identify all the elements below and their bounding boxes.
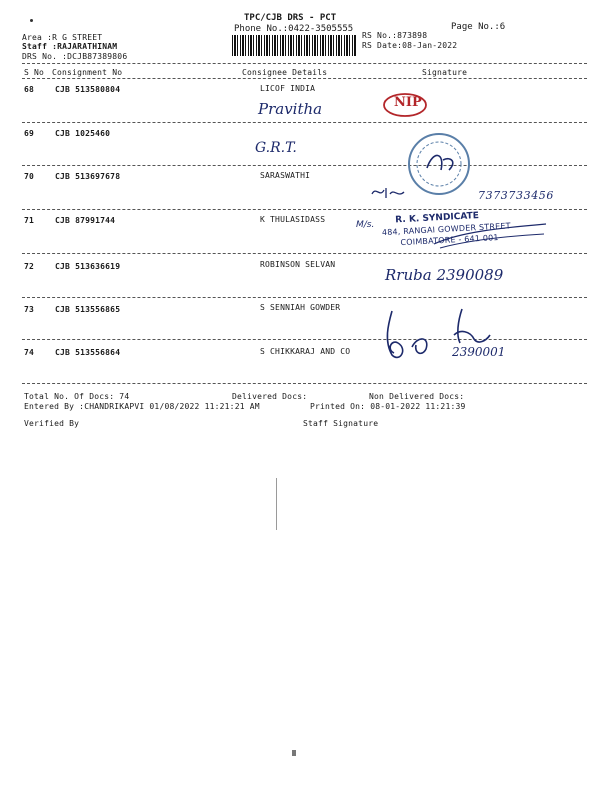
row-sno: 68 [24,85,35,94]
column-header-consignment: Consignment No [52,68,123,77]
staff-signature-label: Staff Signature [303,419,379,428]
row-consignment: CJB 513636619 [55,262,121,271]
barcode [232,35,356,56]
row-divider [22,253,587,254]
delivered-docs: Delivered Docs: [232,392,308,401]
row-consignee: S SENNIAH GOWDER [260,303,341,312]
handwritten-grt: G.R.T. [255,140,297,156]
row-consignment: CJB 513697678 [55,172,121,181]
column-header-divider [22,78,587,79]
staff-label: Staff :RAJARATHINAM [22,42,118,51]
entered-by: Entered By :CHANDRIKAPVI 01/08/2022 11:21:21 AM [24,402,260,411]
row-sno: 74 [24,348,35,357]
row-consignee: K THULASIDASS [260,215,326,224]
total-docs: Total No. Of Docs: 74 [24,392,130,401]
handwritten-phone-number: 7373733456 [478,189,554,202]
rs-date: RS Date:08-Jan-2022 [362,41,458,50]
column-header-sno: S No [24,68,45,77]
column-header-consignee: Consignee Details [242,68,328,77]
row-consignee: ROBINSON SELVAN [260,260,336,269]
scan-dot [292,750,296,756]
stamp-company-name: R. K. SYNDICATE [395,211,480,226]
stamp-signature-stroke [430,222,550,252]
non-delivered-docs: Non Delivered Docs: [369,392,465,401]
handwritten-initials [370,184,410,200]
stamp-city: COIMBATORE - 641 001 [400,233,499,248]
handwritten-signature-row72: Rruba 2390089 [385,266,504,284]
row-consignee: LICOF INDIA [260,84,316,93]
row-sno: 72 [24,262,35,271]
phone-number: Phone No.:0422-3505555 [234,24,354,34]
handwritten-number-row74: 2390001 [452,345,506,359]
row-divider [22,165,587,166]
row-consignment: CJB 513556865 [55,305,121,314]
scan-dot [30,19,33,22]
handwritten-ms-prefix: M/s. [356,220,375,230]
column-header-signature: Signature [422,68,468,77]
row-consignment: CJB 87991744 [55,216,116,225]
drs-number: DRS No. :DCJB87389806 [22,52,128,61]
row-divider [22,122,587,123]
row-sno: 69 [24,129,35,138]
printed-on: Printed On: 08-01-2022 11:21:39 [310,402,466,411]
area-label: Area :R G STREET [22,33,103,42]
table-bottom-divider [22,383,587,384]
row-consignment: CJB 513556864 [55,348,121,357]
row-sno: 73 [24,305,35,314]
row-consignment: CJB 513580804 [55,85,121,94]
row-sno: 71 [24,216,35,225]
verified-by-label: Verified By [24,419,80,428]
row-consignee: S CHIKKARAJ AND CO [260,347,351,356]
nip-mark: NIP [394,95,422,110]
round-seal-stamp [405,130,475,200]
stamp-address: 484, RANGAI GOWDER STREET [381,221,511,238]
rs-number: RS No.:873898 [362,31,428,40]
row-consignee: SARASWATHI [260,171,311,180]
row-consignment: CJB 1025460 [55,129,111,138]
handwritten-signature-pravitha: Pravitha [258,100,323,118]
row-divider [22,297,587,298]
header-divider [22,63,587,64]
scan-artifact-line [276,478,277,530]
page-number: Page No.:6 [451,22,506,32]
document-title: TPC/CJB DRS - PCT [244,13,337,23]
row-sno: 70 [24,172,35,181]
